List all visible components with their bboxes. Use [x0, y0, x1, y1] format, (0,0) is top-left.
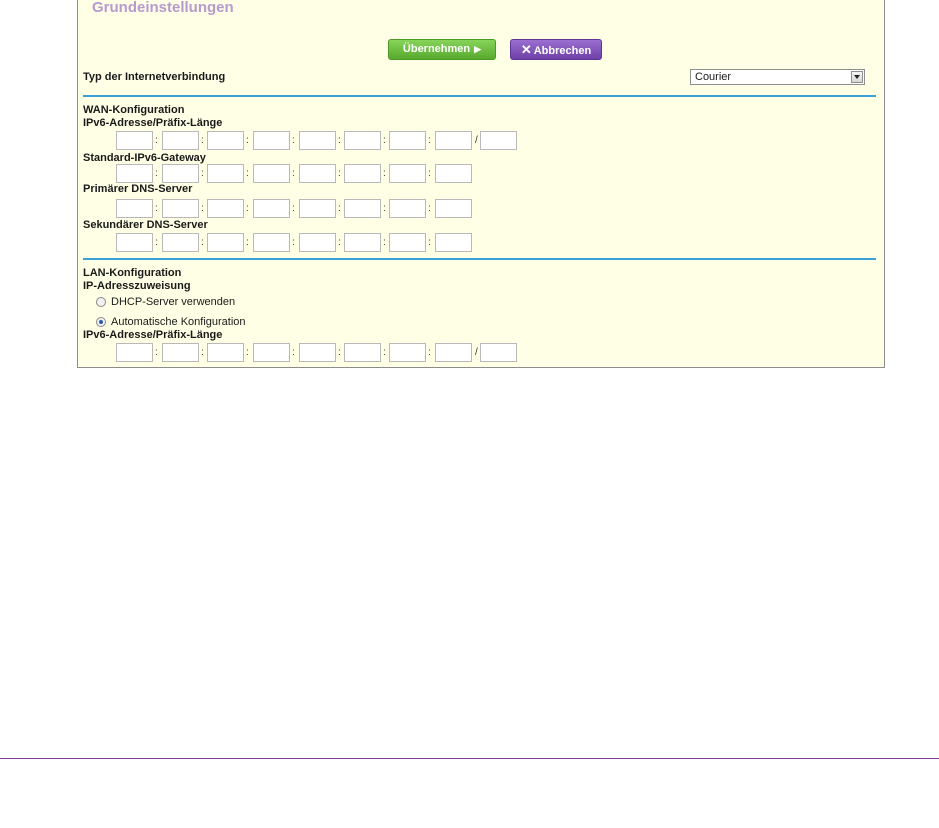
ipv6-segment-input[interactable]	[389, 199, 426, 218]
colon-separator: :	[338, 203, 341, 214]
ipv6-segment-input[interactable]	[253, 131, 290, 150]
chevron-down-icon[interactable]	[851, 71, 863, 83]
colon-separator: :	[292, 347, 295, 358]
connection-type-select[interactable]	[690, 69, 865, 85]
prefix-length-input[interactable]	[480, 343, 517, 362]
secondary-dns-label: Sekundärer DNS-Server	[83, 219, 208, 231]
ipv6-segment-input[interactable]	[435, 199, 472, 218]
colon-separator: :	[292, 135, 295, 146]
colon-separator: :	[383, 237, 386, 248]
play-arrow-icon: ▶	[474, 44, 482, 54]
ipv6-segment-input[interactable]	[299, 131, 336, 150]
ipv6-segment-input[interactable]	[299, 164, 336, 183]
colon-separator: :	[155, 135, 158, 146]
ipv6-segment-input[interactable]	[435, 131, 472, 150]
wan-heading: WAN-Konfiguration	[83, 104, 185, 116]
ipv6-segment-input[interactable]	[344, 233, 381, 252]
colon-separator: :	[155, 347, 158, 358]
ipv6-segment-input[interactable]	[389, 343, 426, 362]
colon-separator: :	[201, 347, 204, 358]
ipv6-segment-input[interactable]	[435, 164, 472, 183]
colon-separator: :	[338, 135, 341, 146]
ipv6-segment-input[interactable]	[253, 199, 290, 218]
apply-button[interactable]	[388, 39, 496, 60]
auto-config-option-label[interactable]: Automatische Konfiguration	[111, 316, 246, 328]
colon-separator: :	[383, 203, 386, 214]
connection-type-label: Typ der Internetverbindung	[83, 71, 226, 83]
colon-separator: :	[383, 135, 386, 146]
lan-ipv6-prefix-label: IPv6-Adresse/Präfix-Länge	[83, 329, 223, 341]
footer-divider	[0, 758, 939, 759]
dhcp-server-option-label[interactable]: DHCP-Server verwenden	[111, 296, 236, 308]
colon-separator: :	[155, 237, 158, 248]
ipv6-segment-input[interactable]	[435, 233, 472, 252]
colon-separator: :	[428, 237, 431, 248]
basic-settings-panel	[77, 0, 885, 368]
apply-button-label: Übernehmen	[402, 43, 471, 55]
page-title: Grundeinstellungen	[92, 0, 234, 16]
colon-separator: :	[428, 203, 431, 214]
colon-separator: :	[292, 203, 295, 214]
colon-separator: :	[246, 168, 249, 179]
colon-separator: :	[246, 237, 249, 248]
auto-config-radio[interactable]	[96, 317, 106, 327]
colon-separator: :	[338, 237, 341, 248]
ipv6-segment-input[interactable]	[389, 233, 426, 252]
wan-gateway-label: Standard-IPv6-Gateway	[83, 152, 206, 164]
slash-separator: /	[475, 347, 478, 358]
close-icon: ✕	[520, 42, 532, 57]
ipv6-segment-input[interactable]	[116, 199, 153, 218]
cancel-button-label: Abbrechen	[533, 45, 592, 57]
colon-separator: :	[428, 168, 431, 179]
colon-separator: :	[201, 203, 204, 214]
colon-separator: :	[246, 135, 249, 146]
colon-separator: :	[246, 203, 249, 214]
ipv6-segment-input[interactable]	[116, 131, 153, 150]
ipv6-segment-input[interactable]	[344, 131, 381, 150]
colon-separator: :	[338, 347, 341, 358]
colon-separator: :	[201, 168, 204, 179]
dhcp-server-radio[interactable]	[96, 297, 106, 307]
ipv6-segment-input[interactable]	[207, 199, 244, 218]
colon-separator: :	[383, 168, 386, 179]
colon-separator: :	[292, 237, 295, 248]
ipv6-segment-input[interactable]	[344, 343, 381, 362]
prefix-length-input[interactable]	[480, 131, 517, 150]
colon-separator: :	[201, 135, 204, 146]
ipv6-segment-input[interactable]	[253, 233, 290, 252]
colon-separator: :	[428, 347, 431, 358]
colon-separator: :	[155, 168, 158, 179]
lan-heading: LAN-Konfiguration	[83, 267, 182, 279]
ipv6-segment-input[interactable]	[207, 164, 244, 183]
ipv6-segment-input[interactable]	[162, 343, 199, 362]
ipv6-segment-input[interactable]	[162, 233, 199, 252]
slash-separator: /	[475, 135, 478, 146]
colon-separator: :	[201, 237, 204, 248]
ipv6-segment-input[interactable]	[116, 164, 153, 183]
cancel-button[interactable]	[510, 39, 602, 60]
colon-separator: :	[292, 168, 295, 179]
ipv6-segment-input[interactable]	[162, 164, 199, 183]
ipv6-segment-input[interactable]	[207, 343, 244, 362]
ipv6-segment-input[interactable]	[389, 164, 426, 183]
colon-separator: :	[246, 347, 249, 358]
ipv6-segment-input[interactable]	[299, 199, 336, 218]
ipv6-segment-input[interactable]	[299, 343, 336, 362]
ipv6-segment-input[interactable]	[253, 343, 290, 362]
ipv6-segment-input[interactable]	[207, 131, 244, 150]
colon-separator: :	[383, 347, 386, 358]
colon-separator: :	[428, 135, 431, 146]
connection-type-value: Courier	[695, 71, 732, 83]
colon-separator: :	[155, 203, 158, 214]
ipv6-segment-input[interactable]	[344, 199, 381, 218]
wan-ipv6-prefix-label: IPv6-Adresse/Präfix-Länge	[83, 117, 223, 129]
wan-section-divider	[83, 95, 876, 97]
colon-separator: :	[338, 168, 341, 179]
ipv6-segment-input[interactable]	[162, 131, 199, 150]
ipv6-segment-input[interactable]	[162, 199, 199, 218]
ipv6-segment-input[interactable]	[299, 233, 336, 252]
ipv6-segment-input[interactable]	[207, 233, 244, 252]
ip-assignment-label: IP-Adresszuweisung	[83, 280, 191, 292]
ipv6-segment-input[interactable]	[435, 343, 472, 362]
ipv6-segment-input[interactable]	[253, 164, 290, 183]
ipv6-segment-input[interactable]	[116, 343, 153, 362]
ipv6-segment-input[interactable]	[389, 131, 426, 150]
lan-section-divider	[83, 258, 876, 260]
primary-dns-label: Primärer DNS-Server	[83, 183, 193, 195]
ipv6-segment-input[interactable]	[344, 164, 381, 183]
ipv6-segment-input[interactable]	[116, 233, 153, 252]
